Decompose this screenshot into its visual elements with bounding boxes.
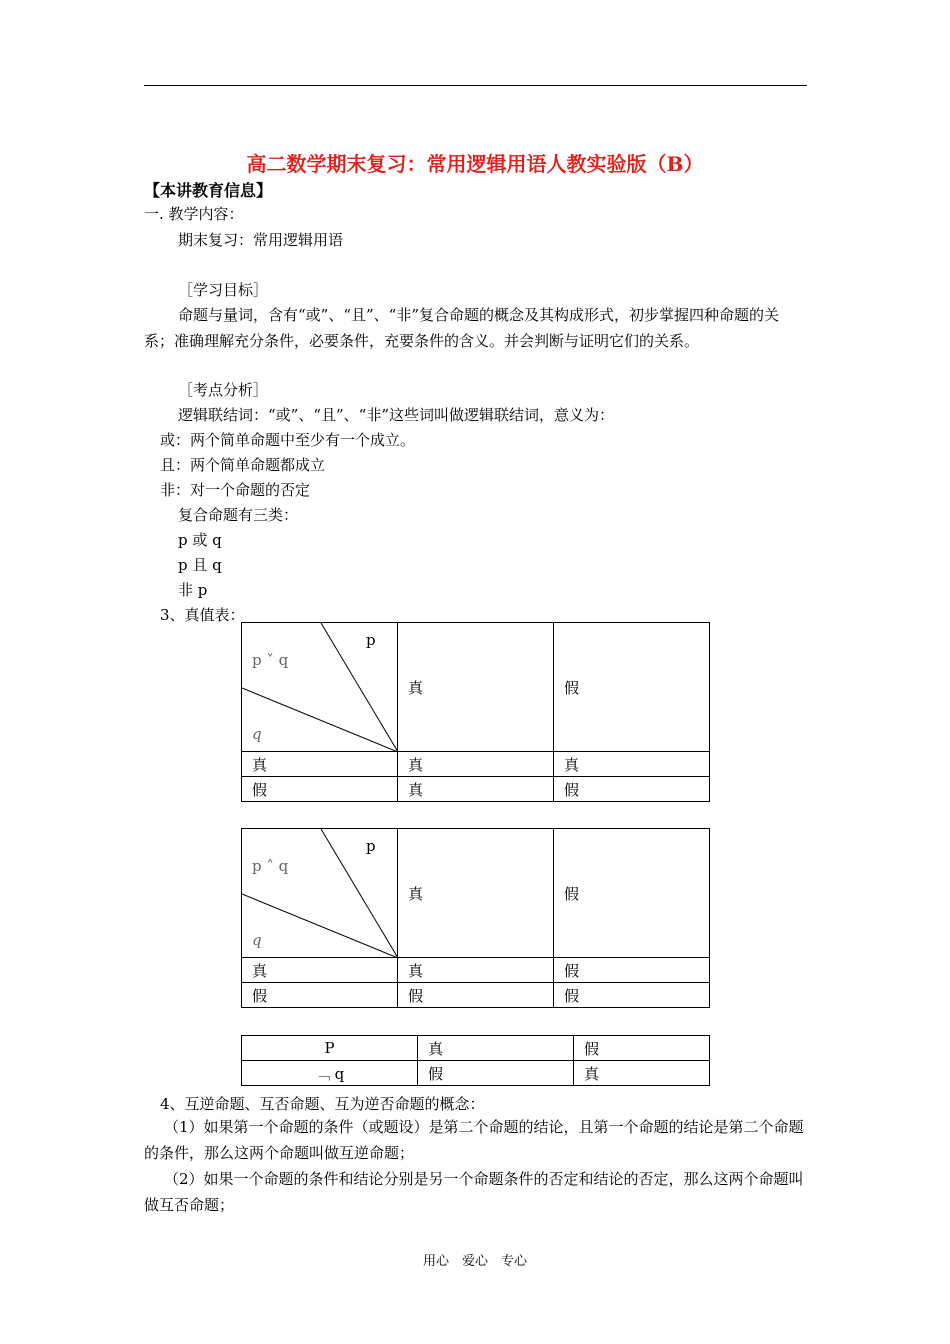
analysis-line-8: 非 p [178,581,208,599]
table-cell: 假 [554,777,710,802]
table-cell: 真 [418,1036,574,1061]
corner-q-label: q [252,931,262,949]
table-cell: 真 [398,777,554,802]
concept-header: 4、互逆命题、互否命题、互为逆否命题的概念： [160,1095,485,1113]
header-cell: 真 [398,623,554,752]
analysis-line-4: 非：对一个命题的否定 [160,481,311,499]
table-cell: 假 [398,983,554,1008]
row-label-cell: 真 [242,958,398,983]
header-cell: 真 [398,829,554,958]
corner-operator-label: p ˅ q [252,651,289,669]
concept-paragraph-2: （2）如果一个命题的条件和结论分别是另一个命题条件的否定和结论的否定，那么这两个命题叫做互否命题； [144,1170,804,1214]
corner-p-label: p [366,837,376,855]
teaching-content-text: 期末复习：常用逻辑用语 [178,231,344,249]
section-header: 【本讲教育信息】 [144,181,273,200]
header-rule [144,85,807,86]
row-label-cell: ﹁ q [242,1061,418,1086]
table-cell: 真 [554,752,710,777]
analysis-line-3: 且：两个简单命题都成立 [160,456,326,474]
analysis-header: ［考点分析］ [178,381,269,399]
table-cell: 假 [418,1061,574,1086]
page-title: 高二数学期末复习：常用逻辑用语人教实验版（B） [246,152,704,176]
truth-table-not [241,1035,710,1086]
row-label-cell: 假 [242,983,398,1008]
header-cell: 假 [554,623,710,752]
row-label-cell: P [242,1036,418,1061]
table-cell: 假 [554,958,710,983]
table-cell: 假 [574,1036,710,1061]
analysis-line-7: p 且 q [178,556,222,574]
analysis-line-5: 复合命题有三类： [178,506,299,524]
corner-p-label: p [366,631,376,649]
truth-table-label: 3、真值表： [160,606,245,624]
teaching-content-label: 一. 教学内容： [144,205,244,223]
table-cell: 真 [398,752,554,777]
table-cell: 假 [554,983,710,1008]
page-footer: 用心 爱心 专心 [422,1254,527,1269]
analysis-line-6: p 或 q [178,531,222,549]
row-label-cell: 真 [242,752,398,777]
corner-operator-label: p ˄ q [252,857,289,875]
header-cell: 假 [554,829,710,958]
truth-table-or [241,622,710,802]
goal-header: ［学习目标］ [178,281,269,299]
table-cell: 真 [398,958,554,983]
analysis-line-1: 逻辑联结词：“或”、“且”、“非”这些词叫做逻辑联结词，意义为： [178,406,615,424]
table-corner-cell [242,829,398,958]
analysis-line-2: 或：两个简单命题中至少有一个成立。 [160,431,416,449]
table-cell: 真 [574,1061,710,1086]
concept-paragraph-1: （1）如果第一个命题的条件（或题设）是第二个命题的结论，且第一个命题的结论是第二个命题的条件，那么这两个命题叫做互逆命题； [144,1118,804,1162]
table-corner-cell [242,623,398,752]
truth-table-and [241,828,710,1008]
corner-q-label: q [252,725,262,743]
row-label-cell: 假 [242,777,398,802]
goal-text: 命题与量词，含有“或”、“且”、“非”复合命题的概念及其构成形式，初步掌握四种命题的关系；准确理解充分条件，必要条件，充要条件的含义。并会判断与证明它们的关系。 [144,306,780,350]
